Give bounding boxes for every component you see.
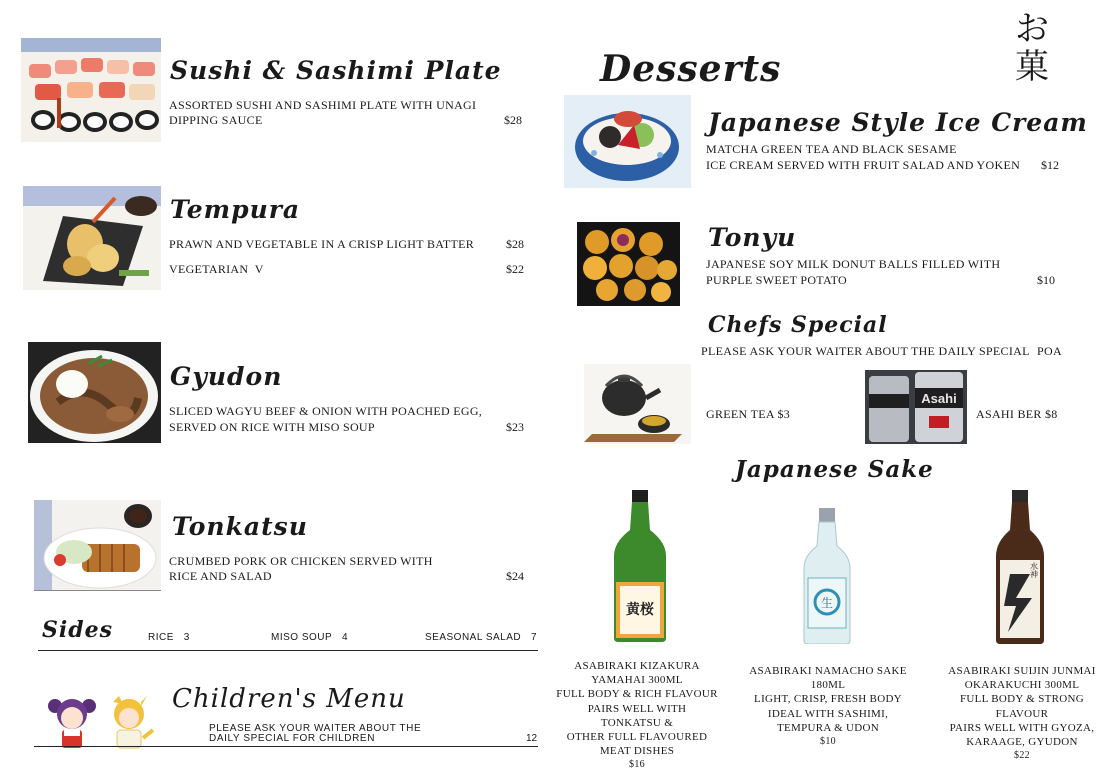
drink-green-tea: GREEN TEA $3 [706, 407, 791, 421]
dessert-desc-icecream-1: MATCHA GREEN TEA AND BLACK SESAME [706, 142, 957, 156]
sake-3-line: KARAAGE, GYUDON [966, 736, 1078, 749]
children-desc-1: PLEASE ASK YOUR WAITER ABOUT THE [209, 723, 422, 734]
sake-2-line: ASABIRAKI NAMACHO SAKE [749, 665, 907, 677]
tonkatsu-underline [34, 590, 161, 591]
sake-bottle-1-label: 黄桜 [626, 602, 654, 618]
tonyu-photo [577, 222, 680, 306]
main-desc-gyudon-1: SLICED WAGYU BEEF & ONION WITH POACHED EGG, [169, 404, 483, 418]
main-title-sushi: Sushi & Sashimi Plate [170, 56, 502, 85]
gyudon-photo [28, 342, 161, 443]
dessert-title-tonyu: Tonyu [708, 223, 797, 252]
sake-1-line: FULL BODY & RICH FLAVOUR [556, 688, 718, 701]
sake-bottle-3-label: 水神 [1029, 562, 1039, 578]
sake-1-line: OTHER FULL FLAVOURED [566, 731, 708, 744]
children-price: 12 [526, 733, 538, 744]
sake-2-line: TEMPURA & UDON [777, 721, 879, 734]
chefs-special-desc: PLEASE ASK YOUR WAITER ABOUT THE DAILY SPECIAL [701, 344, 1030, 358]
main-desc-tonkatsu-1: CRUMBED PORK OR CHICKEN SERVED WITH [169, 554, 433, 568]
side-salad-name: SEASONAL SALAD [425, 632, 522, 643]
dessert-desc-tonyu-1: JAPANESE SOY MILK DONUT BALLS FILLED WITH [706, 257, 1001, 271]
side-salad-price: 7 [530, 632, 538, 643]
sake-desc-1 [552, 659, 722, 773]
sake-bottle-1 [612, 490, 668, 642]
chefs-special-title: Chefs Special [708, 312, 888, 338]
kanji-char-2: 菓 [1015, 47, 1049, 87]
side-rice-price: 3 [183, 632, 190, 643]
desserts-heading: Desserts [600, 48, 782, 90]
sides-title: Sides [42, 617, 114, 643]
sake-1-line: TONKATSU & [600, 716, 674, 729]
kanji-char-1: お [1015, 9, 1049, 49]
sake-1-line: PAIRS WELL WITH [587, 702, 687, 715]
main-title-gyudon: Gyudon [170, 362, 283, 391]
main-price-tempura: $28 [506, 237, 524, 251]
children-rule [34, 746, 538, 747]
main-title-tempura: Tempura [170, 195, 301, 224]
sake-1-price: $16 [629, 759, 645, 771]
main-price-tonkatsu: $24 [506, 569, 524, 583]
sake-2-line: IDEAL WITH SASHIMI, [767, 707, 889, 720]
asahi-can-text: Asahi [921, 391, 957, 406]
drink-asahi: ASAHI BER $8 [976, 407, 1058, 421]
chefs-special-price: POA [1037, 344, 1062, 358]
sake-title: Japanese Sake [735, 456, 934, 483]
sake-3-line: FULL BODY & STRONG [959, 693, 1085, 706]
main-price-tempura-veg: $22 [506, 262, 524, 276]
tonkatsu-photo [34, 500, 161, 590]
main-desc-tempura: PRAWN AND VEGETABLE IN A CRISP LIGHT BATTER [169, 237, 475, 251]
sake-bottle-2 [802, 508, 852, 644]
tempura-photo [23, 186, 161, 290]
side-miso-price: 4 [342, 632, 349, 643]
main-desc-sushi-2: DIPPING SAUCE [169, 113, 263, 127]
side-miso-name: MISO SOUP [271, 632, 333, 643]
side-rice [148, 632, 190, 643]
sides-rule [38, 650, 538, 651]
children-mascots [45, 694, 157, 752]
asahi-photo [865, 370, 967, 444]
main-price-sushi: $28 [504, 113, 522, 127]
sake-2-price: $10 [820, 736, 836, 748]
main-desc-gyudon-2: SERVED ON RICE WITH MISO SOUP [169, 420, 375, 434]
sake-1-line: ASABIRAKI KIZAKURA [574, 660, 700, 672]
main-title-tonkatsu: Tonkatsu [172, 512, 308, 541]
sake-3-line: PAIRS WELL WITH GYOZA, [949, 721, 1095, 734]
main-price-gyudon: $23 [506, 420, 524, 434]
sake-bottle-3 [994, 490, 1046, 644]
main-desc-sushi-1: ASSORTED SUSHI AND SASHIMI PLATE WITH UNAGI [169, 98, 477, 112]
ice-cream-photo [564, 95, 691, 188]
side-miso [271, 632, 348, 643]
green-tea-photo [584, 364, 691, 444]
children-desc-2: DAILY SPECIAL FOR CHILDREN [209, 733, 376, 744]
sake-3-price: $22 [1014, 750, 1030, 762]
sake-bottle-2-label: 生 [820, 596, 834, 610]
sake-3-line: ASABIRAKI SUIJIN JUNMAI [948, 665, 1096, 677]
dessert-desc-icecream-2: ICE CREAM SERVED WITH FRUIT SALAD AND YOKEN [706, 158, 1021, 172]
dessert-desc-tonyu-2: PURPLE SWEET POTATO [706, 273, 847, 287]
main-desc-tempura-veg: VEGETARIAN V [169, 262, 264, 276]
side-salad [425, 632, 538, 643]
sake-desc-3 [936, 664, 1108, 763]
kanji-sweets [1010, 10, 1054, 86]
sake-3-line: FLAVOUR [995, 707, 1049, 720]
children-title: Children's Menu [172, 684, 406, 714]
sake-1-line: MEAT DISHES [599, 745, 675, 758]
sake-2-line: LIGHT, CRISP, FRESH BODY [754, 693, 902, 706]
side-rice-name: RICE [148, 632, 174, 643]
dessert-price-icecream: $12 [1041, 158, 1059, 172]
dessert-title-icecream: Japanese Style Ice Cream [708, 108, 1088, 137]
main-desc-tonkatsu-2: RICE AND SALAD [169, 569, 272, 583]
sake-desc-2 [744, 664, 912, 749]
sake-3-line: OKARAKUCHI 300ML [964, 679, 1080, 692]
dessert-price-tonyu: $10 [1037, 273, 1055, 287]
sake-1-line: YAMAHAI 300ML [591, 674, 683, 687]
sushi-photo [21, 38, 161, 142]
sake-2-line: 180ML [810, 679, 846, 692]
